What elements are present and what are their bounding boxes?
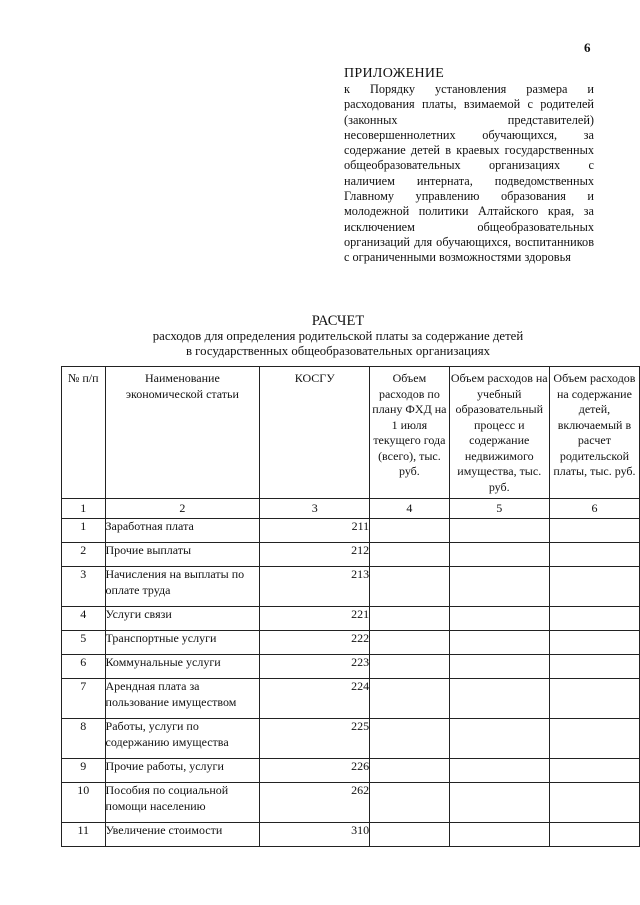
row-kosgu-code: 212 [260,543,370,567]
column-number: 1 [62,499,106,519]
row-item-name: Работы, услуги по содержанию имущества [105,719,260,759]
row-child-maintenance-value [549,759,639,783]
row-child-maintenance-value [549,679,639,719]
row-item-name: Заработная плата [105,519,260,543]
table-row [62,655,640,679]
row-child-maintenance-value [549,655,639,679]
row-plan-total-value [370,543,449,567]
row-item-name: Транспортные услуги [105,631,260,655]
row-number: 2 [62,543,106,567]
row-education-property-value [449,607,549,631]
table-row [62,567,640,607]
row-kosgu-code: 224 [260,679,370,719]
table-row [62,519,640,543]
row-number: 9 [62,759,106,783]
row-plan-total-value [370,823,449,847]
row-plan-total-value [370,607,449,631]
row-number: 11 [62,823,106,847]
page-number: 6 [584,40,591,55]
table-row [62,679,640,719]
row-number: 4 [62,607,106,631]
row-child-maintenance-value [549,783,639,823]
expense-calculation-table [61,366,640,847]
row-item-name: Услуги связи [105,607,260,631]
row-child-maintenance-value [549,543,639,567]
row-education-property-value [449,759,549,783]
appendix-block [344,66,594,266]
calculation-header [60,313,616,358]
row-plan-total-value [370,759,449,783]
row-plan-total-value [370,783,449,823]
row-item-name: Коммунальные услуги [105,655,260,679]
row-item-name: Арендная плата за пользование имуществом [105,679,260,719]
header-item-name: Наименование экономической статьи [105,367,260,499]
row-kosgu-code: 226 [260,759,370,783]
row-child-maintenance-value [549,631,639,655]
header-child-maintenance: Объем расходов на содержание детей, включаемый в расчет родительской платы, тыс. руб. [549,367,639,499]
header-number: № п/п [62,367,106,499]
row-item-name: Прочие выплаты [105,543,260,567]
header-kosgu: КОСГУ [260,367,370,499]
row-child-maintenance-value [549,607,639,631]
row-kosgu-code: 222 [260,631,370,655]
column-number: 2 [105,499,260,519]
row-item-name: Пособия по социальной помощи населению [105,783,260,823]
row-plan-total-value [370,679,449,719]
calculation-title: РАСЧЕТ [311,313,365,329]
row-kosgu-code: 225 [260,719,370,759]
table-row [62,783,640,823]
row-kosgu-code: 262 [260,783,370,823]
column-number: 3 [260,499,370,519]
row-number: 6 [62,655,106,679]
row-plan-total-value [370,719,449,759]
calculation-subtitle-line-2: в государственных общеобразовательных организациях [185,343,491,358]
column-number: 5 [449,499,549,519]
table-row [62,759,640,783]
row-kosgu-code: 310 [260,823,370,847]
header-plan-total: Объем расходов по плану ФХД на 1 июля текущего года (всего), тыс. руб. [370,367,449,499]
table-row [62,631,640,655]
table-row [62,607,640,631]
row-plan-total-value [370,631,449,655]
column-number: 6 [549,499,639,519]
row-education-property-value [449,783,549,823]
row-child-maintenance-value [549,519,639,543]
appendix-title: ПРИЛОЖЕНИЕ [344,66,445,81]
header-education-property: Объем расходов на учебный образовательный процесс и содержание недвижимого имущества, тыс. руб. [449,367,549,499]
table-row [62,543,640,567]
row-number: 5 [62,631,106,655]
row-item-name: Прочие работы, услуги [105,759,260,783]
row-kosgu-code: 213 [260,567,370,607]
row-plan-total-value [370,519,449,543]
table-row [62,719,640,759]
row-number: 3 [62,567,106,607]
row-number: 10 [62,783,106,823]
row-number: 7 [62,679,106,719]
appendix-text: к Порядку установления размера и расходования платы, взимаемой с родителей (законных представителей) несовершеннолетних обучающихся, за содержание детей в краевых государственных общеобразовательных организациях с наличием интерната, подведомственных Главному управлению образования и молодежной политики Алтайского края, за исключением общеобразовательных организаций для обучающихся, воспитанников с ограниченными возможностями здоровья [344,82,594,265]
calculation-subtitle-line-1: расходов для определения родительской платы за содержание детей [152,329,524,343]
row-number: 8 [62,719,106,759]
row-plan-total-value [370,655,449,679]
row-education-property-value [449,631,549,655]
row-item-name: Начисления на выплаты по оплате труда [105,567,260,607]
row-kosgu-code: 223 [260,655,370,679]
row-education-property-value [449,655,549,679]
column-number: 4 [370,499,449,519]
row-child-maintenance-value [549,823,639,847]
table-body [62,519,640,847]
row-education-property-value [449,543,549,567]
column-number-row [62,499,640,519]
row-education-property-value [449,519,549,543]
row-education-property-value [449,567,549,607]
row-item-name: Увеличение стоимости [105,823,260,847]
table-header-row [62,367,640,499]
row-education-property-value [449,719,549,759]
row-child-maintenance-value [549,719,639,759]
row-kosgu-code: 221 [260,607,370,631]
row-child-maintenance-value [549,567,639,607]
row-education-property-value [449,823,549,847]
row-education-property-value [449,679,549,719]
table-row [62,823,640,847]
row-kosgu-code: 211 [260,519,370,543]
row-plan-total-value [370,567,449,607]
row-number: 1 [62,519,106,543]
